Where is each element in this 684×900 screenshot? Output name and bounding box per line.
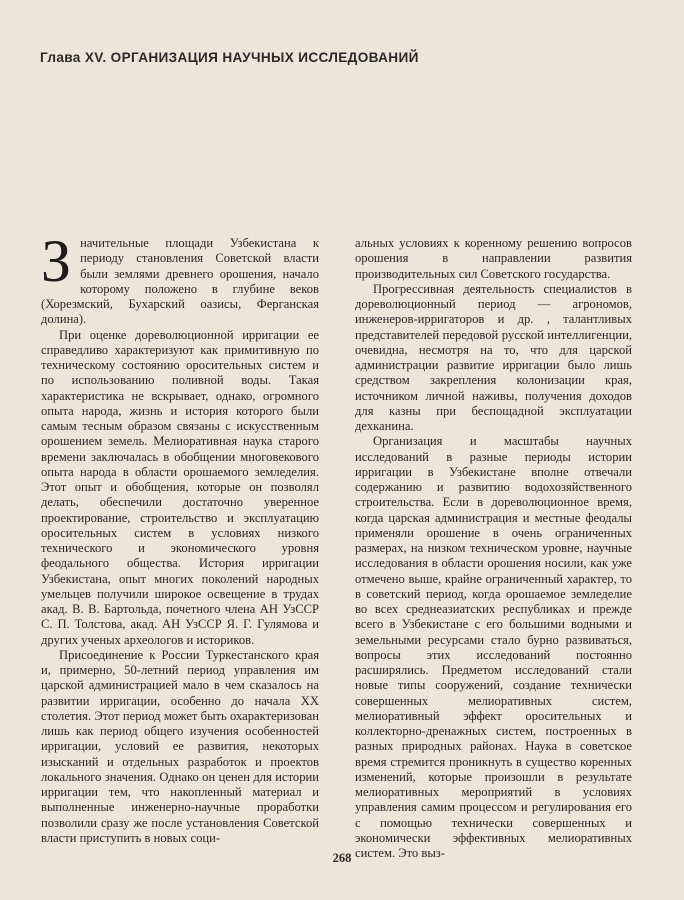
paragraph-annexation-period: Присоединение к России Туркестанского края и, примерно, 50-летний период управления им царской администрацией мало в чем сказалось на развитии ирригации, особенно до начала XX столетия. Этот период может быть охарактеризован лишь как период общего изучения особенностей ирригации, условий ее развития, некоторых изысканий и отдельных разработок и проектов локального значения. Однако он ценен для истории ирригации тем, что накопленный материал и выполненные инженерно-научные проработки позволили сразу же после установления Советской власти приступить в новых соци-	[41, 647, 319, 845]
page-number: 268	[332, 851, 352, 865]
left-column	[41, 228, 319, 846]
drop-cap-letter: З	[41, 228, 72, 294]
paragraph-research-organization: Организация и масштабы научных исследований в разные периоды истории ирригации в Узбекистане вполне отвечали содержанию и развитию водохозяйственного строительства. Если в дореволюционное время, когда царская администрация и местные феодалы применяли орошение в очень ограниченных размерах, на низком техническом уровне, научные исследования в области орошения носили, как уже отмечено выше, крайне ограниченный характер, то в советский период, когда орошаемое земледелие во всех среднеазиатских республиках и прежде всего в Узбекистане с его большими водными и земельными ресурсами стало бурно развиваться, вопросы этих исследований постоянно расширялись. Предметом исследований стали новые типы сооружений, создание технически совершенных мелиоративных систем, мелиоративный эффект оросительных и коллекторно-дренажных систем, построенных в разных природных районах. Наука в советское время стремится проникнуть в существо коренных изменений, которые произошли в результате мелиоративных мероприятий в условиях управления самим процессом и регулирования его с помощью технически совершенных и экономически эффективных мелиоративных систем. Это выз-	[355, 434, 632, 860]
paragraph-irrigation-assessment: При оценке дореволюционной ирригации ее справедливо характеризуют как примитивную по техническому состоянию оросительных систем и по использованию поливной воды. Такая характеристика не вскрывает, однако, огромного опыта народа, жизнь и история которого были самым тесным образом связаны с искусственным орошением земель. Мелиоративная наука старого времени заключалась в обобщении многовекового опыта народа в области орошаемого земледелия. Этот опыт и обобщения, которые он позволял делать, обеспечили достаточно уверенное проектирование, строительство и эксплуатацию оросительных систем в условиях низкого технического и экономического уровня феодального общества. История ирригации Узбекистана, опыт многих поколений народных умельцев получили широкое освещение в трудах акад. В. В. Бартольда, почетного члена АН УзССР С. П. Толстова, акад. АН УзССР Я. Г. Гулямова и других ученых археологов и историков.	[41, 327, 319, 647]
paragraph-continuation: альных условиях к коренному решению вопросов орошения в направлении развития производительных сил Советского государства.	[355, 236, 632, 281]
opening-paragraph	[41, 228, 319, 328]
paragraph-progressive-activity: Прогрессивная деятельность специалистов в дореволюционный период — агрономов, инженеров-ирригаторов и др. , талантливых представителей передовой русской интеллигенции, очевидна, несмотря на то, что для царской администрации развитие ирригации было лишь средством закрепления колонизации края, источником личной наживы, получения доходов для казны при беспощадной эксплуатации дехканина.	[355, 281, 632, 433]
right-column	[355, 236, 632, 861]
opening-paragraph-text: начительные площади Узбекистана к периоду становления Советской власти были землями древнего орошения, начало которому положено в глубине веков (Хорезмский, Бухарский оазисы, Ферганская долина).	[41, 236, 319, 327]
chapter-title: Глава XV. ОРГАНИЗАЦИЯ НАУЧНЫХ ИССЛЕДОВАНИЙ	[40, 50, 419, 65]
